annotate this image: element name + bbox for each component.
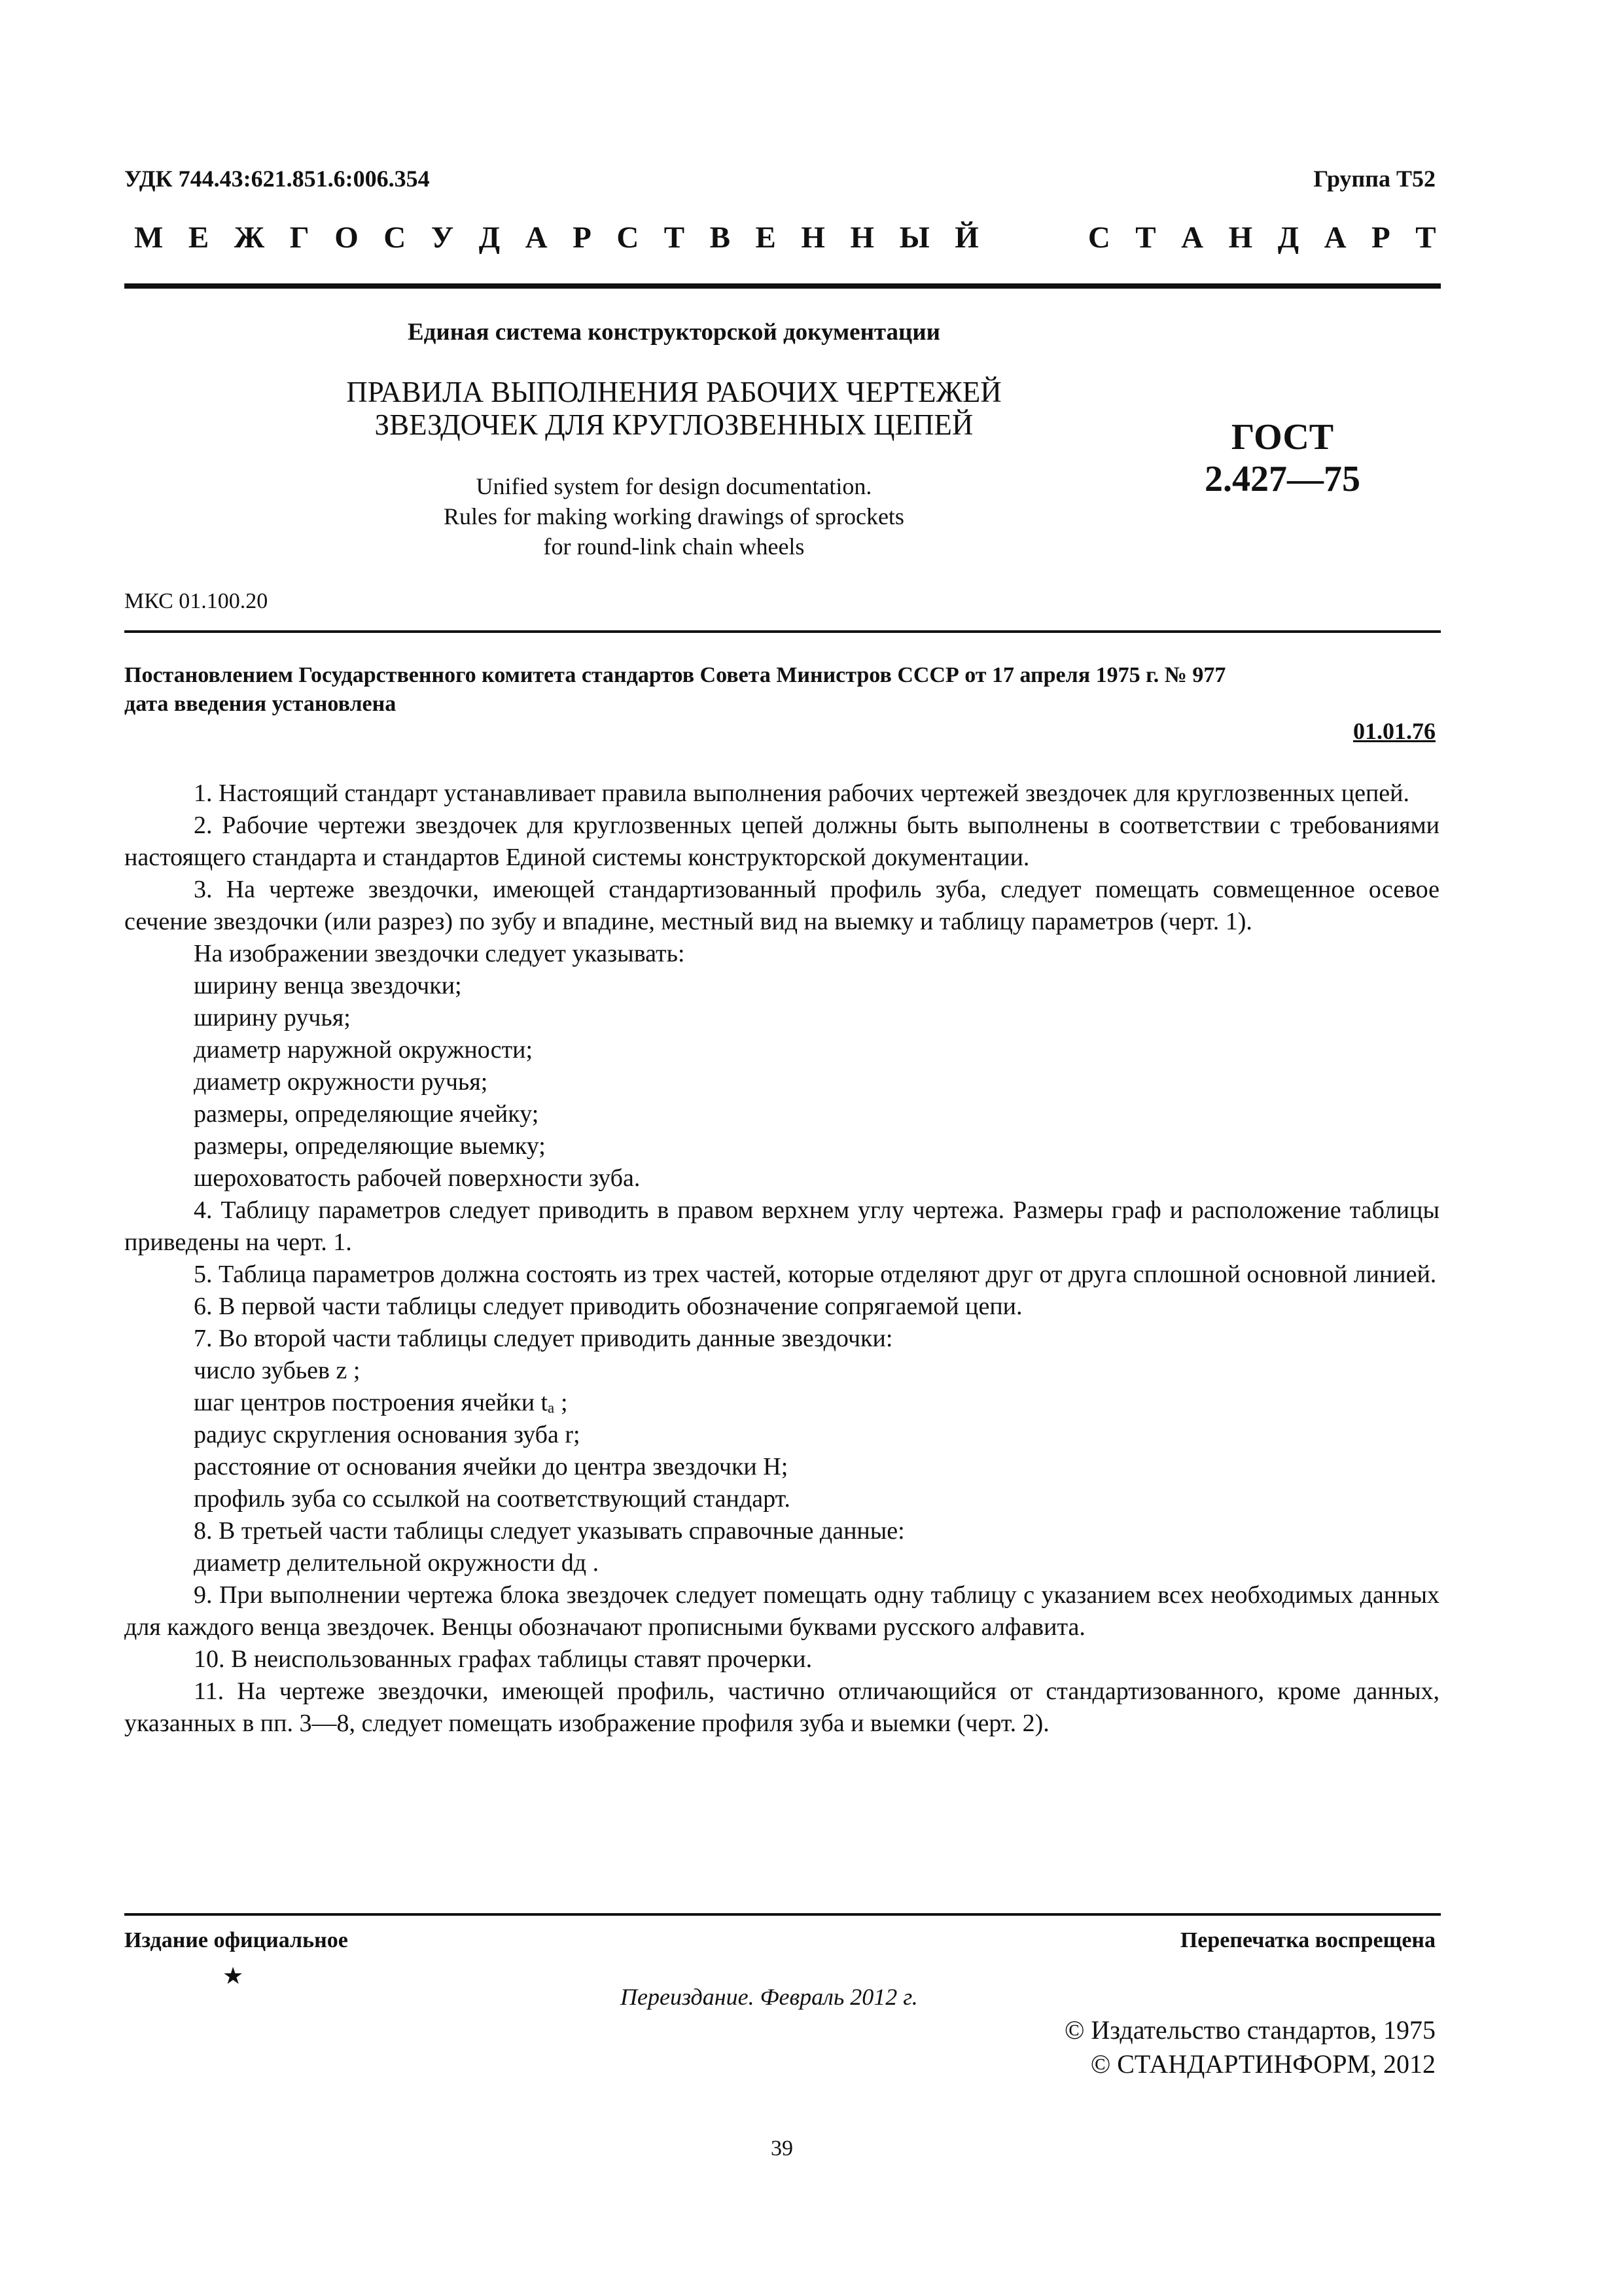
list-item: диаметр окружности ручья; [194,1068,488,1096]
reprint-ban-label: Перепечатка воспрещена [1180,1928,1436,1952]
heading-letter: Т [1415,221,1436,255]
heading-letter: Н [801,221,825,255]
list-item: расстояние от основания ячейки до центра звездочки H; [194,1453,788,1480]
english-subtitle [131,471,1217,562]
heading-letter: С [383,221,406,255]
heading-letter: Н [1228,221,1253,255]
heading-letter: А [525,221,548,255]
list-item: размеры, определяющие выемку; [194,1132,546,1160]
heading-letter: Р [1371,221,1390,255]
gost-number: 2.427—75 [1205,459,1360,499]
decree-line: Постановлением Государственного комитета стандартов Совета Министров СССР от 17 апреля 1975 г. № 977 [124,663,1226,687]
decree-line: дата введения установлена [124,692,397,716]
body-text [124,778,1439,1740]
word-gap [1004,220,1063,255]
introduction-date: 01.01.76 [1353,718,1436,744]
list-item: число зубьев z ; [194,1357,361,1384]
heading-letter: Н [850,221,875,255]
heading-letter: В [709,221,731,255]
heading-letter: Ж [234,221,265,255]
heading-letter: Й [955,221,979,255]
series-title: Единая система конструкторской документации [408,319,940,346]
footer-divider [124,1913,1441,1916]
heading-letter: А [1181,221,1204,255]
group-code: Группа Т52 [1313,166,1436,192]
heading-letter: С [1087,221,1110,255]
udk-code: УДК 744.43:621.851.6:006.354 [124,166,430,192]
list-item: ширину венца звездочки; [194,972,462,999]
paragraph: 2. Рабочие чертежи звездочек для круглозвенных цепей должны быть выполнены в соответствии с требованиями настоящего стандарта и стандартов Единой системы конструкторской документации. [124,812,1439,871]
copyright-line: © Издательство стандартов, 1975 [1064,2015,1436,2045]
heading-letter: Г [289,221,309,255]
list-item: шаг центров построения ячейки tₐ ; [194,1389,568,1416]
gost-designation [1152,416,1413,500]
mks-code: МКС 01.100.20 [124,589,268,613]
list-item: ширину ручья; [194,1004,351,1031]
heading-letter: С [616,221,639,255]
paragraph: 8. В третьей части таблицы следует указывать справочные данные: [194,1517,905,1545]
gost-label: ГОСТ [1231,417,1334,457]
subtitle-line: Unified system for design documentation. [476,473,872,499]
paragraph: 6. В первой части таблицы следует приводить обозначение сопрягаемой цепи. [194,1293,1023,1320]
heading-letter: Е [755,221,776,255]
reissue-note: Переиздание. Февраль 2012 г. [620,1984,918,2010]
paragraph: 10. В неиспользованных графах таблицы ставят прочерки. [194,1645,813,1673]
heading-letter: А [1324,221,1347,255]
heading-letter: Е [188,221,209,255]
edition-label: Издание официальное [124,1928,348,1952]
list-item: диаметр делительной окружности dд . [194,1549,599,1577]
paragraph: 7. Во второй части таблицы следует приводить данные звездочки: [194,1325,893,1352]
list-item: диаметр наружной окружности; [194,1036,533,1064]
divider [124,630,1441,633]
list-item: радиус скругления основания зуба r; [194,1421,580,1448]
copyright-block [1065,2013,1436,2081]
heading-letter: Т [663,221,685,255]
heading-letter: Т [1135,221,1156,255]
heading-letter: Д [1277,221,1299,255]
heading-letter: Р [573,221,592,255]
decree-text [124,661,1439,719]
page-number: 39 [771,2136,793,2161]
list-item: профиль зуба со ссылкой на соответствующий стандарт. [194,1485,790,1513]
paragraph: 1. Настоящий стандарт устанавливает правила выполнения рабочих чертежей звездочек для круглозвенных цепей. [194,780,1410,807]
heading-letter: Ы [899,221,930,255]
heading-letter: Д [478,221,501,255]
paragraph: 4. Таблицу параметров следует приводить в правом верхнем углу чертежа. Размеры граф и расположение таблицы приведены на черт. 1. [124,1196,1439,1256]
thick-divider [124,283,1441,289]
paragraph: 3. На чертеже звездочки, имеющей стандартизованный профиль зуба, следует помещать совмещенное осевое сечение звездочки (или разрез) по зубу и впадине, местный вид на выемку и таблицу параметров (черт. 1). [124,876,1439,935]
title-line: ЗВЕЗДОЧЕК ДЛЯ КРУГЛОЗВЕННЫХ ЦЕПЕЙ [374,408,974,441]
list-item: шероховатость рабочей поверхности зуба. [194,1164,641,1192]
heading-letter: О [334,221,359,255]
subtitle-line: Rules for making working drawings of sprockets [444,503,904,529]
star-icon: ★ [222,1963,244,1989]
copyright-line: © СТАНДАРТИНФОРМ, 2012 [1090,2049,1436,2079]
paragraph: 11. На чертеже звездочки, имеющей профиль, частично отличающийся от стандартизованного, кроме данных, указанных в пп. 3—8, следует помещать изображение профиля зуба и выемки (черт. 2). [124,1677,1439,1737]
paragraph: 9. При выполнении чертежа блока звездочек следует помещать одну таблицу с указанием всех необходимых данных для каждого венца звездочек. Венцы обозначают прописными буквами русского алфавита. [124,1581,1439,1641]
heading-letter: У [431,221,454,255]
list-item: На изображении звездочки следует указывать: [194,940,685,967]
document-title [131,376,1217,441]
list-item: размеры, определяющие ячейку; [194,1100,539,1128]
paragraph: 5. Таблица параметров должна состоять из трех частей, которые отделяют друг от друга сплошной основной линией. [194,1261,1437,1288]
heading-letter: М [134,221,164,255]
interstate-standard-heading [134,220,1436,255]
subtitle-line: for round-link chain wheels [543,533,805,560]
title-line: ПРАВИЛА ВЫПОЛНЕНИЯ РАБОЧИХ ЧЕРТЕЖЕЙ [346,376,1002,408]
